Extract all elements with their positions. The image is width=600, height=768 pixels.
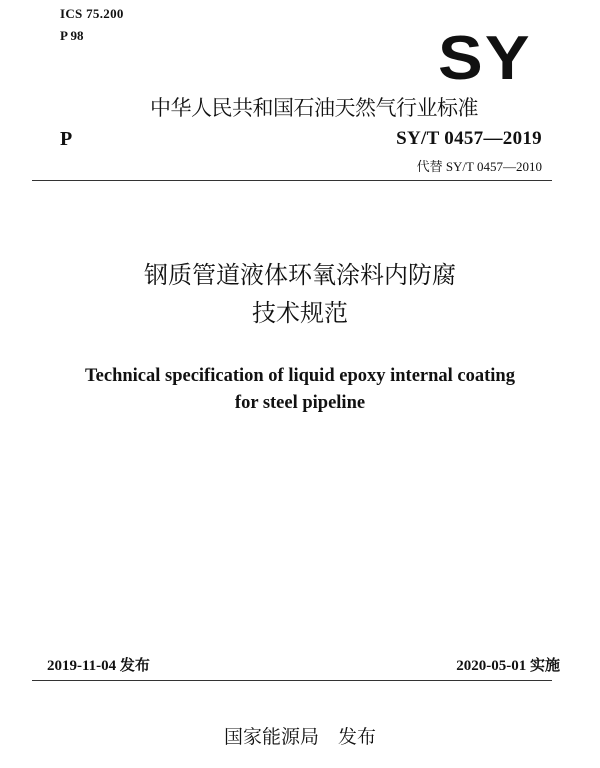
replaces-standard: 代替 SY/T 0457—2010 (416, 159, 542, 174)
implementation-date: 2020-05-01 实施 (456, 658, 560, 674)
bottom-divider (32, 680, 552, 681)
publisher: 国家能源局 发布 (223, 726, 376, 748)
top-divider (32, 180, 552, 181)
chinese-title-line-2: 技术规范 (252, 299, 348, 327)
standard-number: SY/T 0457—2019 (396, 128, 542, 149)
ics-code: ICS 75.200 (60, 6, 124, 21)
sy-logo: SY (438, 24, 532, 93)
english-title-line-2: for steel pipeline (234, 393, 366, 413)
chinese-title-line-1: 钢质管道液体环氧涂料内防腐 (144, 261, 456, 289)
p-code: P 98 (60, 28, 84, 43)
english-title-line-1: Technical specification of liquid epoxy internal coating (85, 366, 515, 386)
issue-date: 2019-11-04 发布 (47, 658, 150, 674)
classification-code: P (60, 128, 73, 150)
standard-category-title: 中华人民共和国石油天然气行业标准 (150, 96, 478, 120)
